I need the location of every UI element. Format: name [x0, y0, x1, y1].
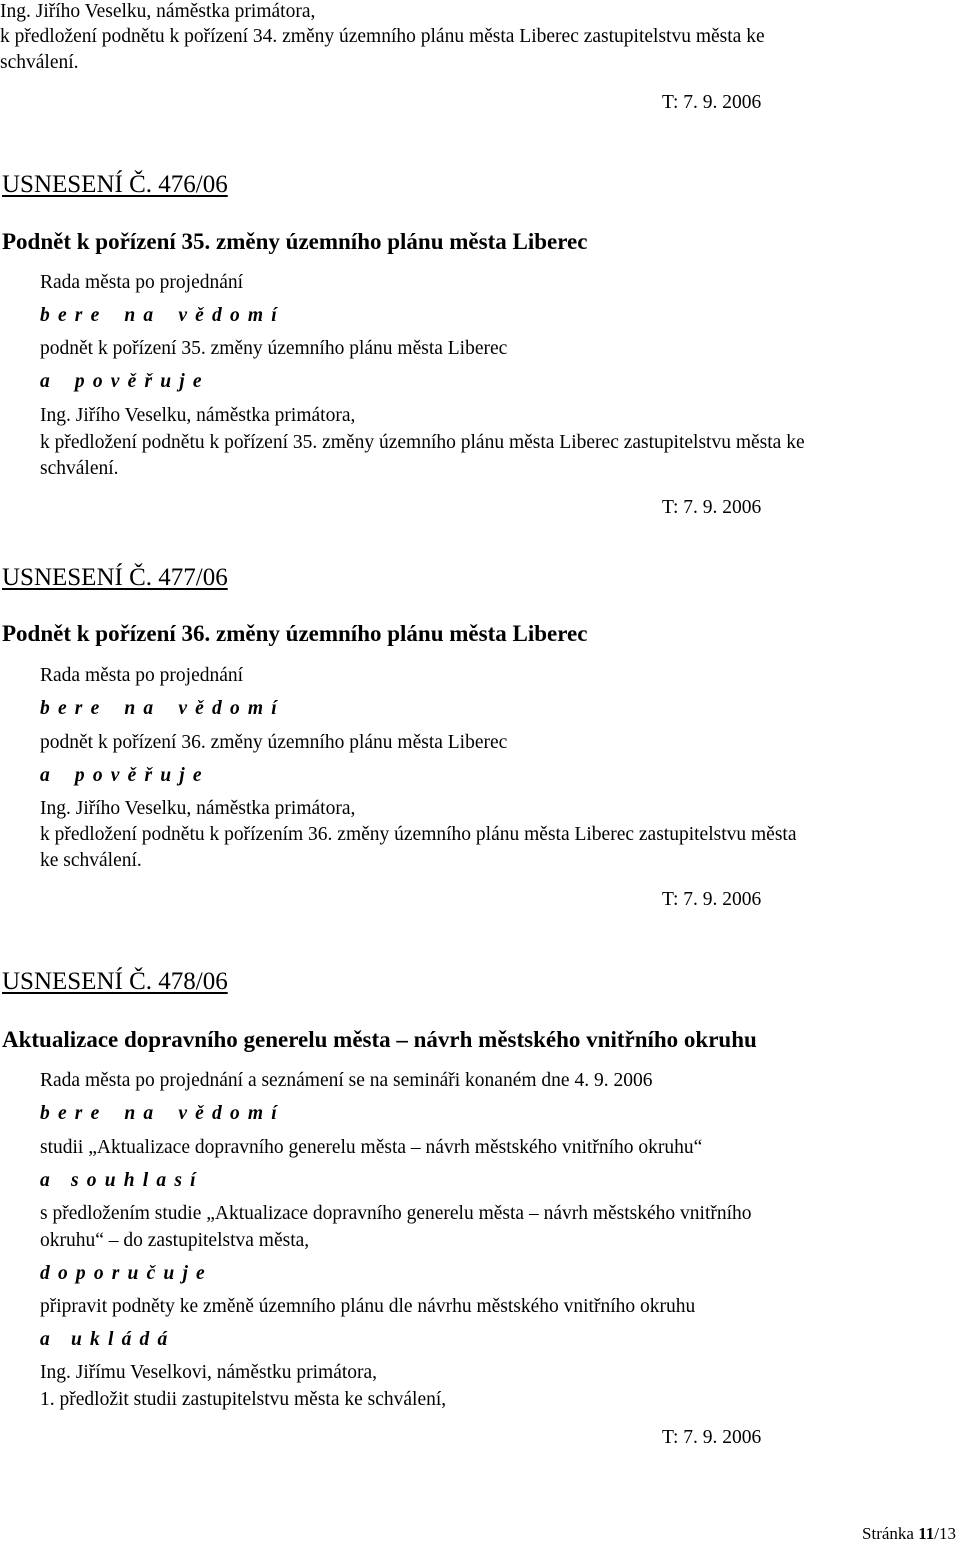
keyword-bere-na-vedomi-478: bere na vědomí [40, 1103, 285, 1124]
intro-477: Rada města po projednání [40, 665, 244, 686]
keyword-bere-na-vedomi-477: bere na vědomí [40, 698, 285, 719]
intro-476: Rada města po projednání [40, 272, 244, 293]
text-478-2-cont: okruhu“ – do zastupitelstva města, [40, 1230, 310, 1251]
prev-deadline: T: 7. 9. 2006 [662, 92, 762, 113]
resolution-heading-476: USNESENÍ Č. 476/06 [2, 171, 228, 198]
page-footer [862, 1524, 956, 1544]
delegate-478: Ing. Jiřímu Veselkovi, náměstku primátora, [40, 1362, 378, 1383]
text-478-1: studii „Aktualizace dopravního generelu města – návrh městského vnitřního okruhu“ [40, 1137, 703, 1158]
prev-delegate: Ing. Jiřího Veselku, náměstka primátora, [0, 1, 316, 22]
keyword-bere-na-vedomi-476: bere na vědomí [40, 305, 285, 326]
deadline-477: T: 7. 9. 2006 [662, 889, 762, 910]
resolution-title-478: Aktualizace dopravního generelu města – návrh městského vnitřního okruhu [2, 1027, 757, 1052]
page-separator: / [934, 1524, 939, 1543]
task-476-cont: schválení. [40, 458, 119, 479]
keyword-a-uklada-478: a ukládá [40, 1329, 176, 1350]
prev-task: k předložení podnětu k pořízení 34. změny územního plánu města Liberec zastupitelstvu města ke [0, 26, 765, 47]
task-478: 1. předložit studii zastupitelstvu města ke schválení, [40, 1389, 447, 1410]
delegate-477: Ing. Jiřího Veselku, náměstka primátora, [40, 798, 356, 819]
keyword-doporucuje-478: doporučuje [40, 1263, 213, 1284]
keyword-a-poveruje-477: a pověřuje [40, 765, 210, 786]
task-477: k předložení podnětu k pořízením 36. změny územního plánu města Liberec zastupitelstvu města [40, 824, 797, 845]
deadline-476: T: 7. 9. 2006 [662, 497, 762, 518]
text-477-1: podnět k pořízení 36. změny územního plánu města Liberec [40, 732, 508, 753]
text-478-3: připravit podněty ke změně územního plánu dle návrhu městského vnitřního okruhu [40, 1296, 696, 1317]
prev-task-cont: schválení. [0, 52, 79, 73]
resolution-heading-477: USNESENÍ Č. 477/06 [2, 564, 228, 591]
text-478-2: s předložením studie „Aktualizace dopravního generelu města – návrh městského vnitřního [40, 1203, 752, 1224]
page-total: 13 [939, 1524, 956, 1543]
resolution-title-477: Podnět k pořízení 36. změny územního plánu města Liberec [2, 621, 588, 646]
footer-label: Stránka [862, 1524, 914, 1543]
intro-478: Rada města po projednání a seznámení se na semináři konaném dne 4. 9. 2006 [40, 1070, 653, 1091]
resolution-heading-478: USNESENÍ Č. 478/06 [2, 968, 228, 995]
page-number: 11 [918, 1524, 935, 1543]
keyword-a-souhlasi-478: a souhlasí [40, 1170, 204, 1191]
text-476-1: podnět k pořízení 35. změny územního plánu města Liberec [40, 338, 508, 359]
delegate-476: Ing. Jiřího Veselku, náměstka primátora, [40, 405, 356, 426]
task-477-cont: ke schválení. [40, 850, 142, 871]
keyword-a-poveruje-476: a pověřuje [40, 371, 210, 392]
task-476: k předložení podnětu k pořízení 35. změny územního plánu města Liberec zastupitelstvu města ke [40, 432, 805, 453]
deadline-478: T: 7. 9. 2006 [662, 1427, 762, 1448]
resolution-title-476: Podnět k pořízení 35. změny územního plánu města Liberec [2, 229, 588, 254]
